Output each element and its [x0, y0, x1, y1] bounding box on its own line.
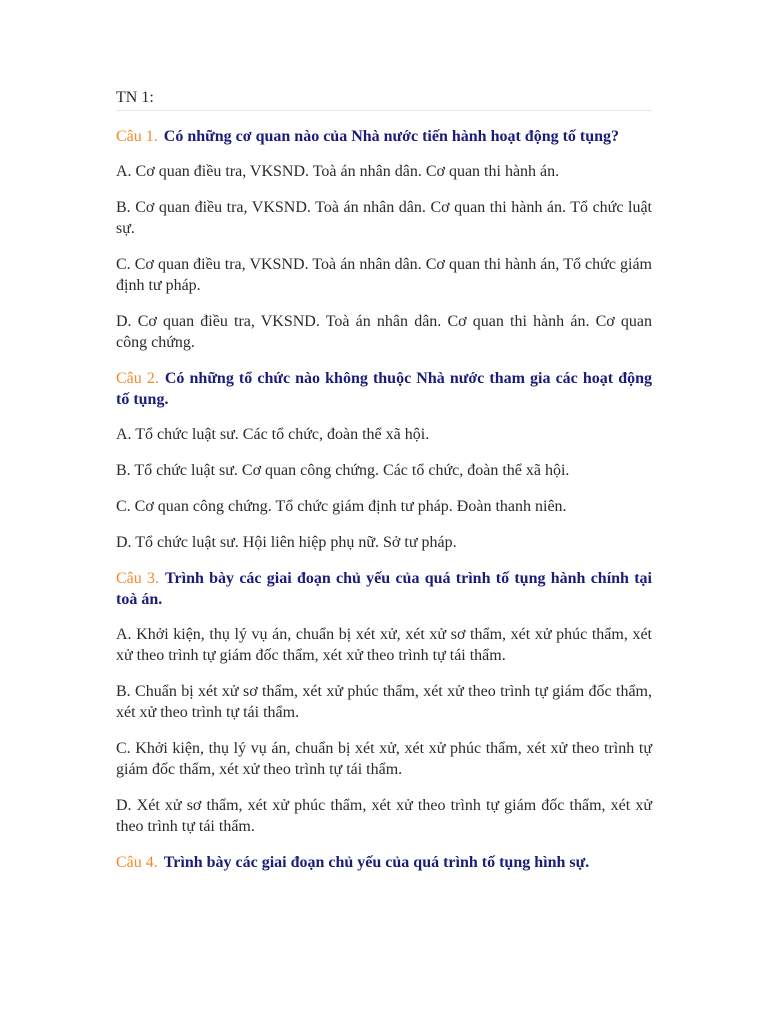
answer-option: B. Cơ quan điều tra, VKSND. Toà án nhân dân. Cơ quan thi hành án. Tổ chức luật sự. [116, 199, 652, 237]
question-4 [116, 852, 652, 873]
answer-option: D. Cơ quan điều tra, VKSND. Toà án nhân dân. Cơ quan thi hành án. Cơ quan công chứng. [116, 313, 652, 351]
answer-option: C. Cơ quan điều tra, VKSND. Toà án nhân dân. Cơ quan thi hành án, Tổ chức giám định tư pháp. [116, 256, 652, 294]
answer-option: A. Cơ quan điều tra, VKSND. Toà án nhân dân. Cơ quan thi hành án. [116, 163, 560, 180]
answer-option: C. Cơ quan công chứng. Tổ chức giám định tư pháp. Đoàn thanh niên. [116, 498, 567, 515]
answer-option: D. Xét xử sơ thẩm, xét xử phúc thẩm, xét xử theo trình tự giám đốc thẩm, xét xử theo trình tự tái thẩm. [116, 797, 652, 835]
answer-option: C. Khởi kiện, thụ lý vụ án, chuẩn bị xét xử, xét xử phúc thẩm, xét xử theo trình tự giám đốc thẩm, xét xử theo trình tự tái thẩm. [116, 740, 652, 778]
answer-option: B. Chuẩn bị xét xử sơ thẩm, xét xử phúc thẩm, xét xử theo trình tự giám đốc thẩm, xét xử theo trình tự tái thẩm. [116, 683, 652, 721]
question-label: Câu 3. [116, 570, 160, 587]
question-label: Câu 2. [116, 370, 159, 387]
question-3 [116, 568, 652, 610]
question-label: Câu 1. [116, 128, 158, 145]
answer-option: B. Tổ chức luật sư. Cơ quan công chứng. Các tổ chức, đoàn thể xã hội. [116, 462, 570, 479]
question-2 [116, 368, 652, 410]
question-label: Câu 4. [116, 854, 158, 871]
question-text: Trình bày các giai đoạn chủ yếu của quá trình tố tụng hình sự. [163, 854, 590, 871]
answer-option: A. Tổ chức luật sư. Các tổ chức, đoàn thể xã hội. [116, 426, 430, 443]
question-1 [116, 126, 652, 147]
question-text: Trình bày các giai đoạn chủ yếu của quá trình tố tụng hành chính tại toà án. [116, 570, 652, 608]
question-text: Có những cơ quan nào của Nhà nước tiến hành hoạt động tố tụng? [163, 128, 620, 145]
answer-option: D. Tổ chức luật sư. Hội liên hiệp phụ nữ. Sở tư pháp. [116, 534, 457, 551]
question-text: Có những tổ chức nào không thuộc Nhà nước tham gia các hoạt động tố tụng. [116, 370, 652, 408]
answer-option: A. Khởi kiện, thụ lý vụ án, chuẩn bị xét xử, xét xử sơ thẩm, xét xử phúc thẩm, xét xử theo trình tự giám đốc thẩm, xét xử theo trình tự tái thẩm. [116, 626, 652, 664]
document-title: TN 1: [116, 88, 652, 111]
